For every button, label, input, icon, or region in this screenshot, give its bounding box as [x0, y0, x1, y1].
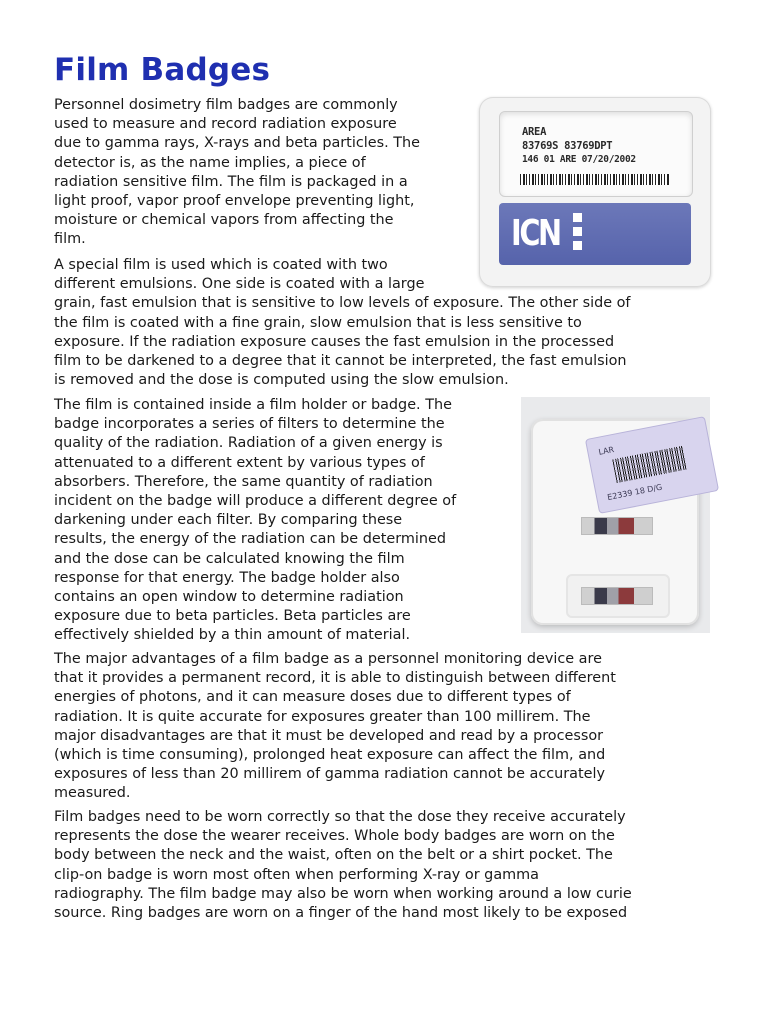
paragraph-emulsions: A special film is used which is coated with two different emulsions. One side is coated with a large grain, fast emulsion that is sensitive to low levels of exposure. The other side of the film is coated with a fine grain, slow emulsion that is less sensitive to exposure. If the radiation exposure causes the fast emulsion in the processed film to be darkened to a degree that it cannot be interpreted, the fast emulsion is removed and the dose is computed using the slow emulsion. — [54, 257, 631, 389]
page-title: Film Badges — [54, 52, 271, 88]
filter-strip — [581, 517, 653, 535]
badge-label-line: 83769S 83769DPT — [522, 140, 613, 152]
badge-holder — [531, 419, 699, 625]
paragraph-intro: Personnel dosimetry film badges are commonly used to measure and record radiation exposure due to gamma rays, X-rays and beta particles. The detector is, as the name implies, a piece of radiation sensitive film. The film is packaged in a light proof, vapor proof envelope preventing light, moisture or chemical vapors from affecting the film. — [54, 97, 420, 248]
holder-label — [585, 416, 719, 514]
paragraph-advantages: The major advantages of a film badge as a personnel monitoring device are that it provides a permanent record, it is able to distinguish between different energies of photons, and it can measure doses due to different types of radiation. It is quite accurate for exposures greater than 100 millirem. The major disadvantages are that it must be developed and read by a processor (which is time consuming), prolonged heat exposure can affect the film, and exposures of less than 20 millirem of gamma radiation cannot be accurately measured. — [54, 651, 616, 802]
holder-label-text: LAR — [597, 445, 615, 457]
barcode — [520, 174, 670, 185]
badge-label-line: AREA — [522, 126, 547, 138]
icn-logo: ICN — [511, 213, 560, 254]
badge-label-line: 146 01 ARE 07/20/2002 — [522, 154, 636, 165]
paragraph-holder: The film is contained inside a film holder or badge. The badge incorporates a series of filters to determine the quality of the radiation. Radiation of a given energy is attenuated to a different extent by various types of absorbers. Therefore, the same quantity of radiation incident on the badge will produce a different degree of darkening under each filter. By comparing these results, the energy of the radiation can be determined and the dose can be calculated knowing the film response for that energy. The badge holder also contains an open window to determine radiation exposure due to beta particles. Beta particles are effectively shielded by a thin amount of material. — [54, 397, 457, 644]
badge-label — [499, 111, 693, 197]
filter-strip — [581, 587, 653, 605]
paragraph-wearing: Film badges need to be worn correctly so that the dose they receive accurately represents the dose the wearer receives. Whole body badges are worn on the body between the neck and the waist, often on the belt or a shirt pocket. The clip-on badge is worn most often when performing X-ray or gamma radiography. The film badge may also be worn when working around a low curie source. Ring badges are worn on a finger of the hand most likely to be exposed — [54, 809, 632, 922]
hazard-icons — [573, 213, 583, 255]
badge-holder-photo — [521, 397, 710, 633]
holder-label-text: E2339 18 D/G — [606, 482, 663, 503]
barcode — [612, 446, 687, 483]
